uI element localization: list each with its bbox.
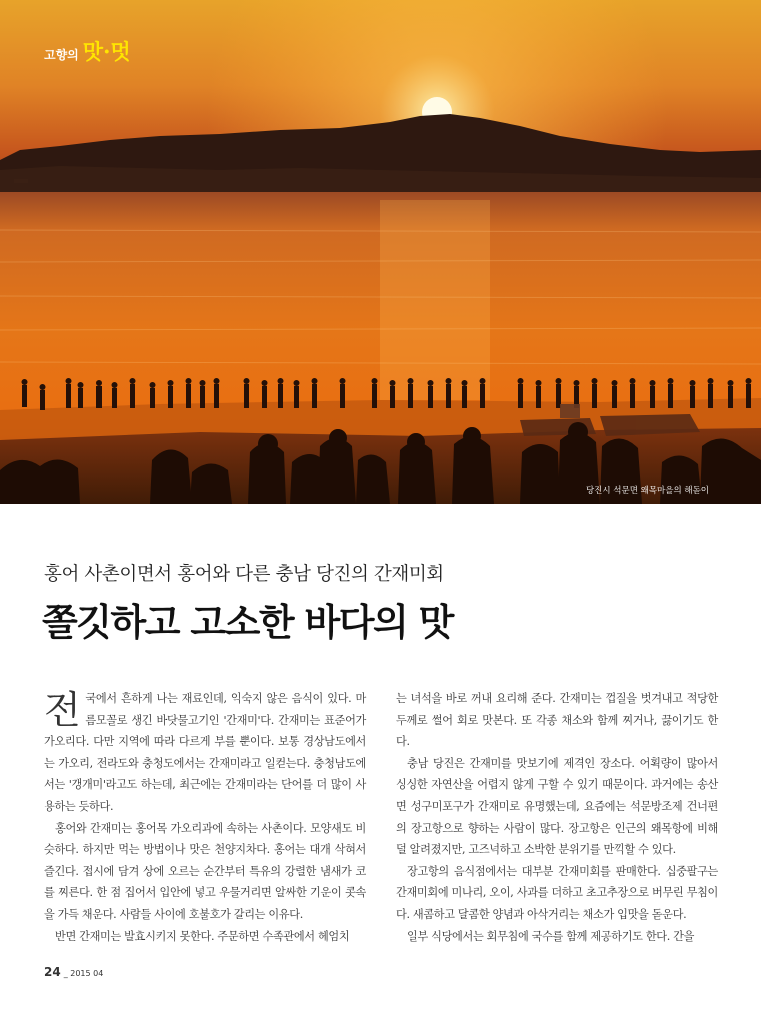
sunset-scene-image xyxy=(0,0,761,504)
article-subtitle: 홍어 사촌이면서 홍어와 다른 충남 당진의 간재미회 xyxy=(44,564,444,585)
page-folio xyxy=(44,961,103,980)
paragraph-text: 국에서 흔하게 나는 재료인데, 익숙지 않은 음식이 있다. 마름모꼴로 생긴 바닷물고기인 '간재미'다. 간재미는 표준어가 가오리다. 다만 지역에 따라 다르게 부를 뿐이다. 보통 경상남도에서는 가오리, 전라도와 충청도에서는 간재미라고 일컫는다. 충청남도에서는 '갱개미'라고도 하는데, 최근에는 간재미라는 단어를 더 많이 사용하는 듯하다. xyxy=(44,692,366,813)
page-number: 24 xyxy=(44,965,61,979)
section-prefix: 고향의 xyxy=(44,48,79,62)
paragraph: 충남 당진은 간재미를 맛보기에 제격인 장소다. 어획량이 많아서 싱싱한 자연산을 어렵지 않게 구할 수 있기 때문이다. 과거에는 송산면 성구미포구가 간재미로 유명했는데, 요즘에는 석문방조제 건너편의 장고항으로 향하는 사람이 많다. 장고항은 인근의 왜목항에 비해 덜 알려졌지만, 고즈넉하고 소박한 분위기를 만끽할 수 있다. xyxy=(396,756,718,857)
paragraph: 일부 식당에서는 회무침에 국수를 함께 제공하기도 한다. 간을 xyxy=(407,929,695,943)
section-title: 맛·멋 xyxy=(82,39,131,64)
paragraph xyxy=(44,688,366,818)
issue-date: _ 2015 04 xyxy=(63,969,104,978)
left-column xyxy=(44,688,366,947)
paragraph: 장고항의 음식점에서는 대부분 간재미회를 판매한다. 십중팔구는 간재미회에 미나리, 오이, 사과를 더하고 초고추장으로 버무린 무침이다. 새콤하고 달콤한 양념과 아삭거리는 채소가 입맛을 돋운다. xyxy=(396,864,718,921)
drop-cap: 전 xyxy=(44,688,81,732)
paragraph: 는 녀석을 바로 꺼내 요리해 준다. 간재미는 껍질을 벗겨내고 적당한 두께로 썰어 회로 맛본다. 또 각종 채소와 함께 찌거나, 끓이기도 한다. xyxy=(396,692,718,749)
paragraph: 반면 간재미는 발효시키지 못한다. 주문하면 수족관에서 헤엄치 xyxy=(55,929,350,943)
article-headline: 쫄깃하고 고소한 바다의 맛 xyxy=(42,601,453,644)
hero-photo xyxy=(0,0,761,504)
right-column xyxy=(396,688,718,947)
section-label xyxy=(44,36,131,66)
photo-caption: 당진시 석문면 왜목마을의 해돋이 xyxy=(585,486,709,496)
paragraph: 홍어와 간재미는 홍어목 가오리과에 속하는 사촌이다. 모양새도 비슷하다. 하지만 먹는 방법이나 맛은 천양지차다. 홍어는 대개 삭혀서 즐긴다. 접시에 담겨 상에 오르는 순간부터 특유의 강렬한 냄새가 코를 찌른다. 한 점 집어서 입안에 넣고 우물거리면 알싸한 기운이 콧속을 가득 채운다. 사람들 사이에 호불호가 갈리는 이유다. xyxy=(44,821,366,921)
